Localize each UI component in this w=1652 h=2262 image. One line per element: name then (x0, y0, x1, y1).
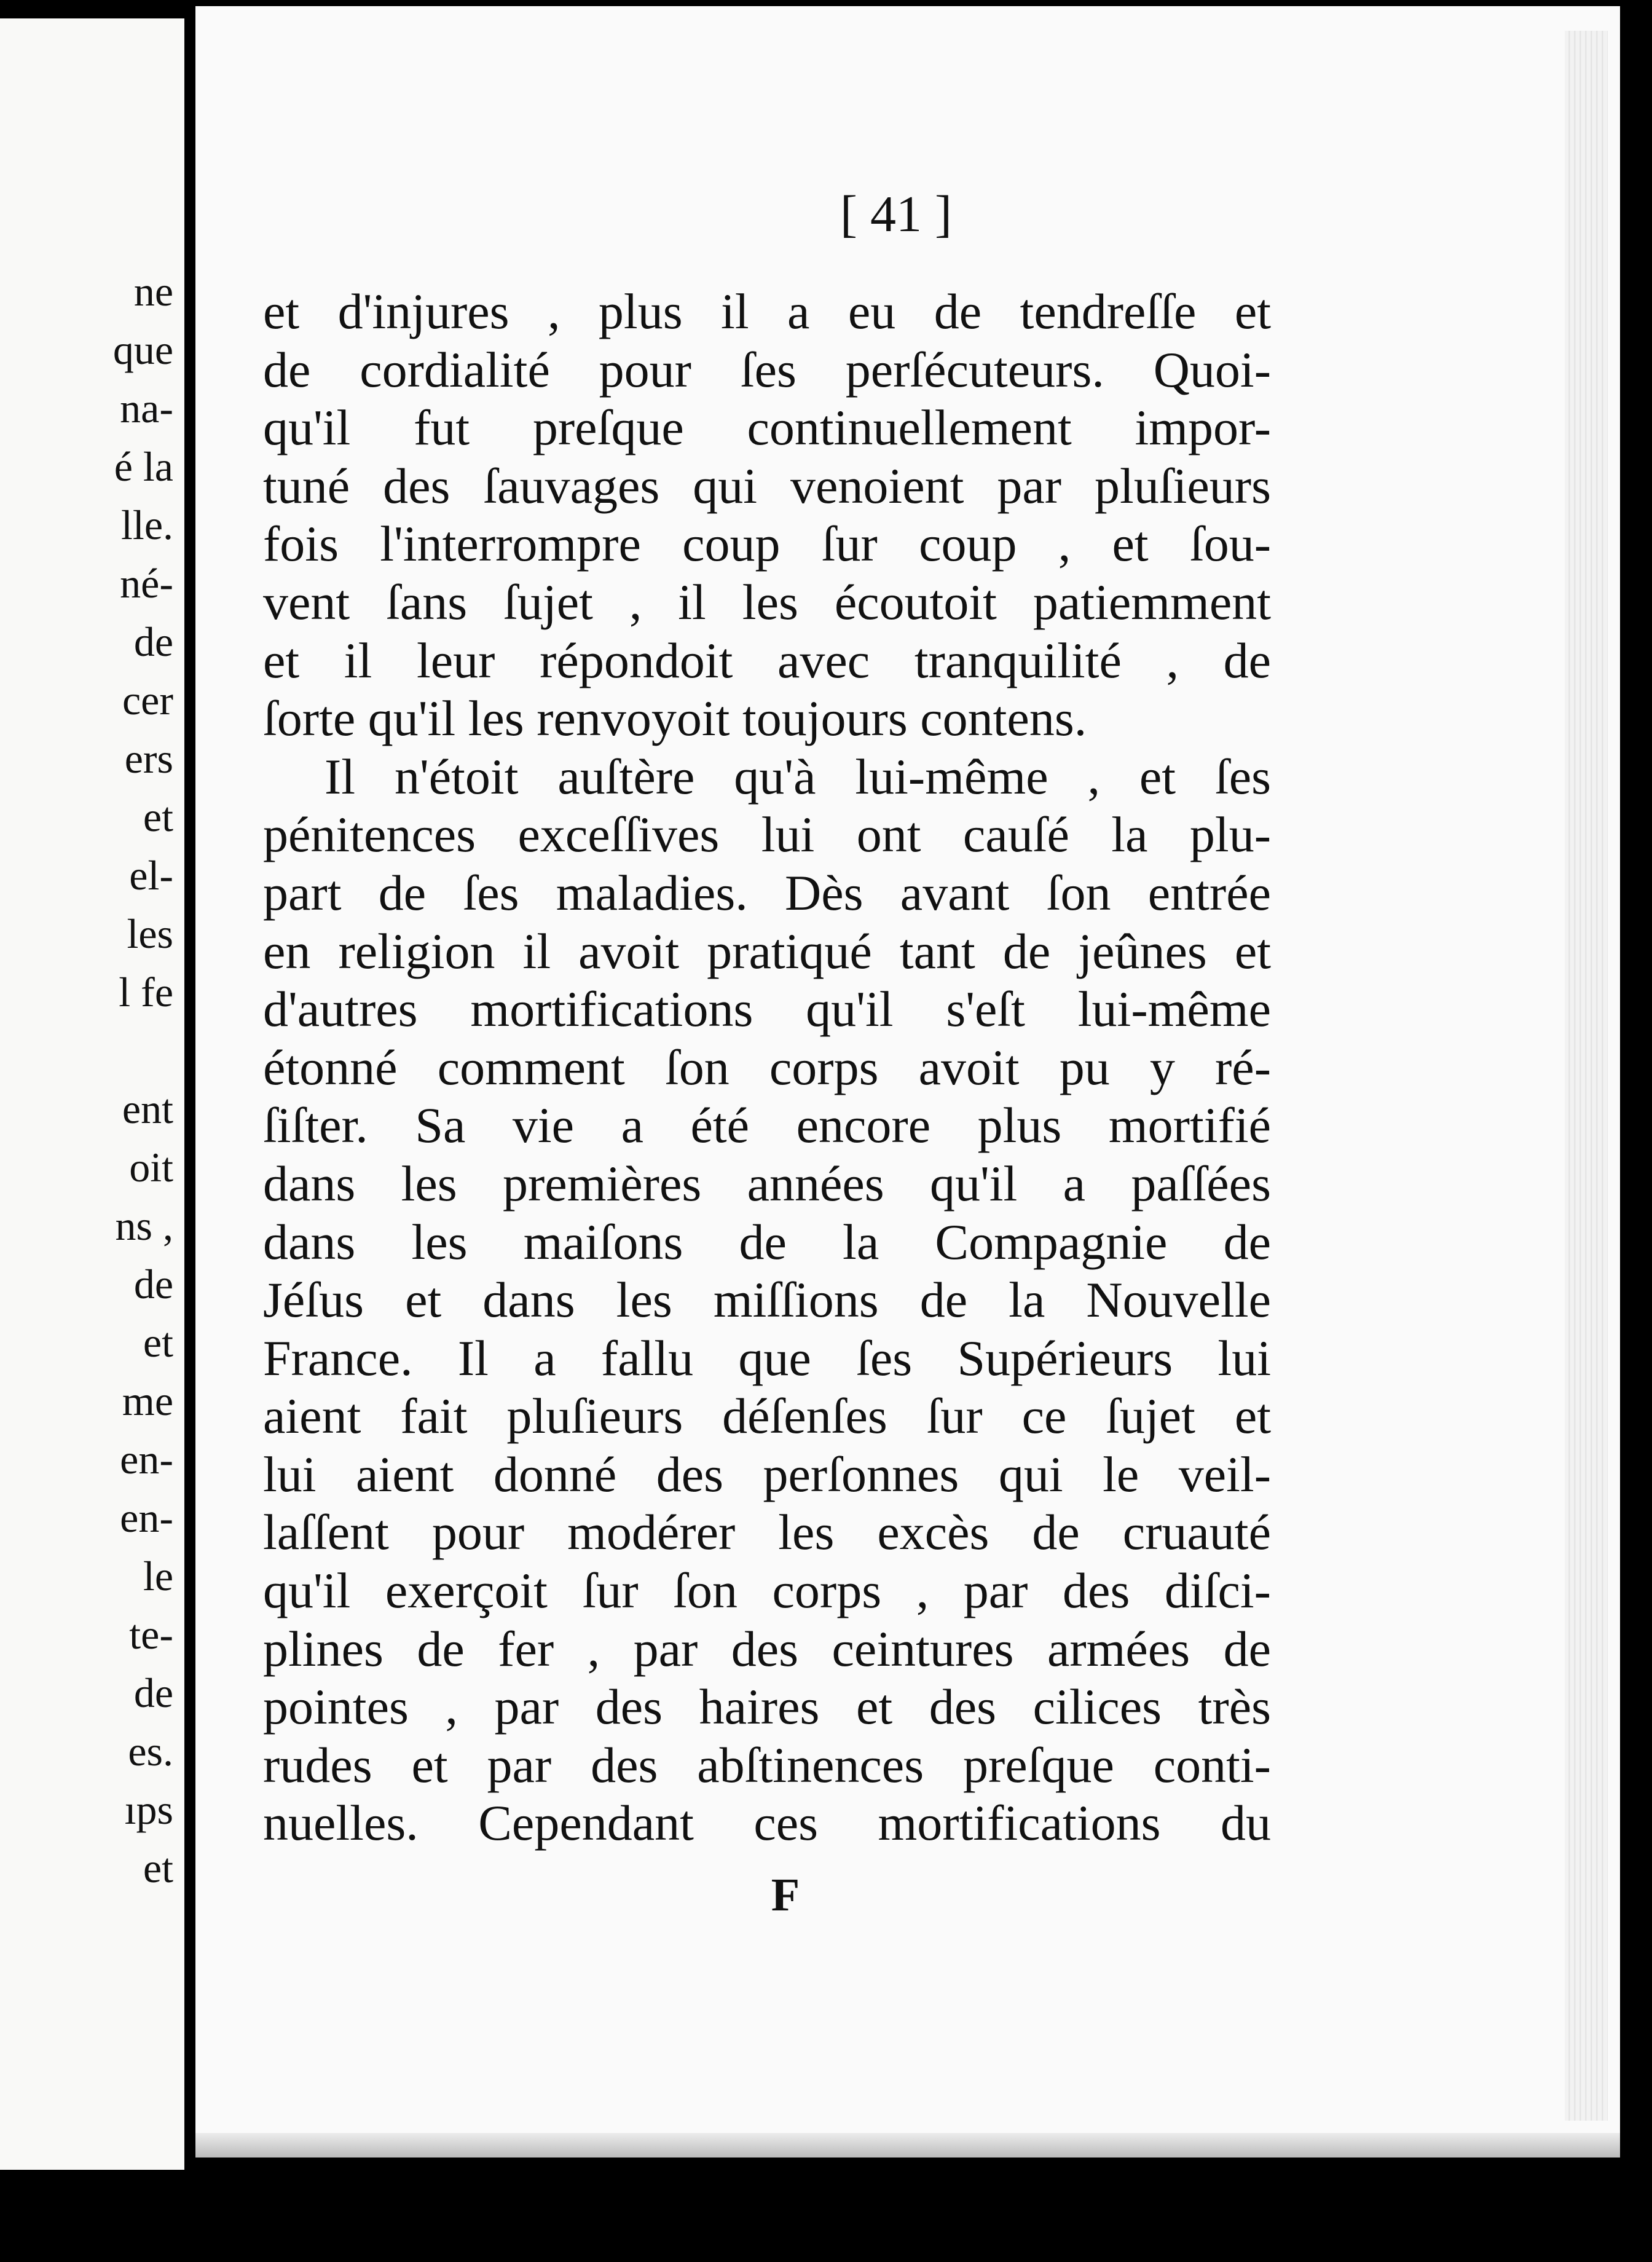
text-line: Il n'étoit auſtère qu'à lui-même , et ſes (324, 748, 1271, 805)
text-line: part de ſes maladies. Dès avant ſon entrée (263, 864, 1271, 921)
text-line: rudes et par des abſtinences preſque conti- (263, 1736, 1271, 1793)
main-page (195, 6, 1620, 2158)
text-line: en religion il avoit pratiqué tant de jeûnes et (263, 923, 1271, 979)
body-text (263, 283, 1271, 1853)
facing-page-line: et (143, 1845, 173, 1891)
facing-page-line: l fe (119, 969, 173, 1015)
facing-page-line: ent (122, 1086, 173, 1132)
facing-page-line: ers (124, 735, 173, 782)
text-line: et il leur répondoit avec tranquilité , de (263, 632, 1271, 688)
signature-mark: F (771, 1869, 800, 1921)
text-line: qu'il exerçoit ſur ſon corps , par des diſci- (263, 1563, 1271, 1619)
facing-page-line: na- (120, 385, 173, 432)
text-line: dans les premières années qu'il a paſſées (263, 1155, 1271, 1212)
facing-page-left (0, 18, 184, 2170)
text-line: étonné comment ſon corps avoit pu y ré- (263, 1039, 1271, 1095)
page-number-header: [ 41 ] (840, 186, 952, 243)
facing-page-line: ıps (124, 1786, 173, 1833)
text-line: d'autres mortifications qu'il s'eſt lui-même (263, 981, 1271, 1038)
text-line: ſiſter. Sa vie a été encore plus mortifié (263, 1097, 1271, 1154)
facing-page-line: de (133, 1261, 173, 1307)
text-line: et d'injures , plus il a eu de tendreſſe et (263, 283, 1271, 339)
text-line: nuelles. Cependant ces mortifications du (263, 1795, 1271, 1851)
text-line: ſorte qu'il les renvoyoit toujours contens. (263, 690, 1087, 747)
facing-page-line: les (127, 910, 173, 957)
facing-page-line: le (143, 1553, 173, 1599)
facing-page-line: lle. (121, 502, 173, 548)
page-bottom-shadow (195, 2133, 1620, 2158)
facing-page-line: me (122, 1377, 173, 1424)
text-line: vent ſans ſujet , il les écoutoit patiemment (263, 573, 1271, 630)
facing-page-line: en- (120, 1436, 173, 1483)
text-line: fois l'interrompre coup ſur coup , et ſou- (263, 516, 1271, 572)
facing-page-line: es. (128, 1728, 173, 1775)
facing-page-line: né- (120, 560, 173, 607)
facing-page-line: que (112, 326, 173, 373)
facing-page-line: et (143, 1319, 173, 1366)
facing-page-line: te- (129, 1611, 173, 1658)
facing-page-line: é la (114, 443, 173, 490)
facing-page-line: cer (122, 677, 173, 723)
text-line: plines de fer , par des ceintures armées de (263, 1620, 1271, 1677)
text-line: aient fait pluſieurs déſenſes ſur ce ſujet et (263, 1388, 1271, 1444)
facing-page-line: oit (129, 1144, 173, 1191)
text-line: dans les maiſons de la Compagnie de (263, 1213, 1271, 1270)
text-line: de cordialité pour ſes perſécuteurs. Quoi- (263, 341, 1271, 398)
facing-page-line: el- (129, 852, 173, 899)
text-line: pénitences exceſſives lui ont cauſé la plu- (263, 806, 1271, 863)
text-line: pointes , par des haires et des cilices très (263, 1679, 1271, 1735)
text-line: tuné des ſauvages qui venoient par pluſieurs (263, 457, 1271, 514)
text-line: Jéſus et dans les miſſions de la Nouvelle (263, 1272, 1271, 1328)
facing-page-line: et (143, 794, 173, 840)
text-line: lui aient donné des perſonnes qui le veil- (263, 1446, 1271, 1502)
facing-page-line: ns , (115, 1202, 173, 1249)
facing-page-line: de (133, 618, 173, 665)
text-line: France. Il a fallu que ſes Supérieurs lui (263, 1330, 1271, 1386)
facing-page-line: de (133, 1669, 173, 1716)
facing-page-line: en- (120, 1494, 173, 1541)
text-line: qu'il fut preſque continuellement impor- (263, 400, 1271, 456)
text-line: laſſent pour modérer les excès de cruauté (263, 1504, 1271, 1561)
facing-page-line: ne (133, 268, 173, 315)
book-gutter (184, 0, 197, 2213)
page-edges (1565, 31, 1608, 2121)
